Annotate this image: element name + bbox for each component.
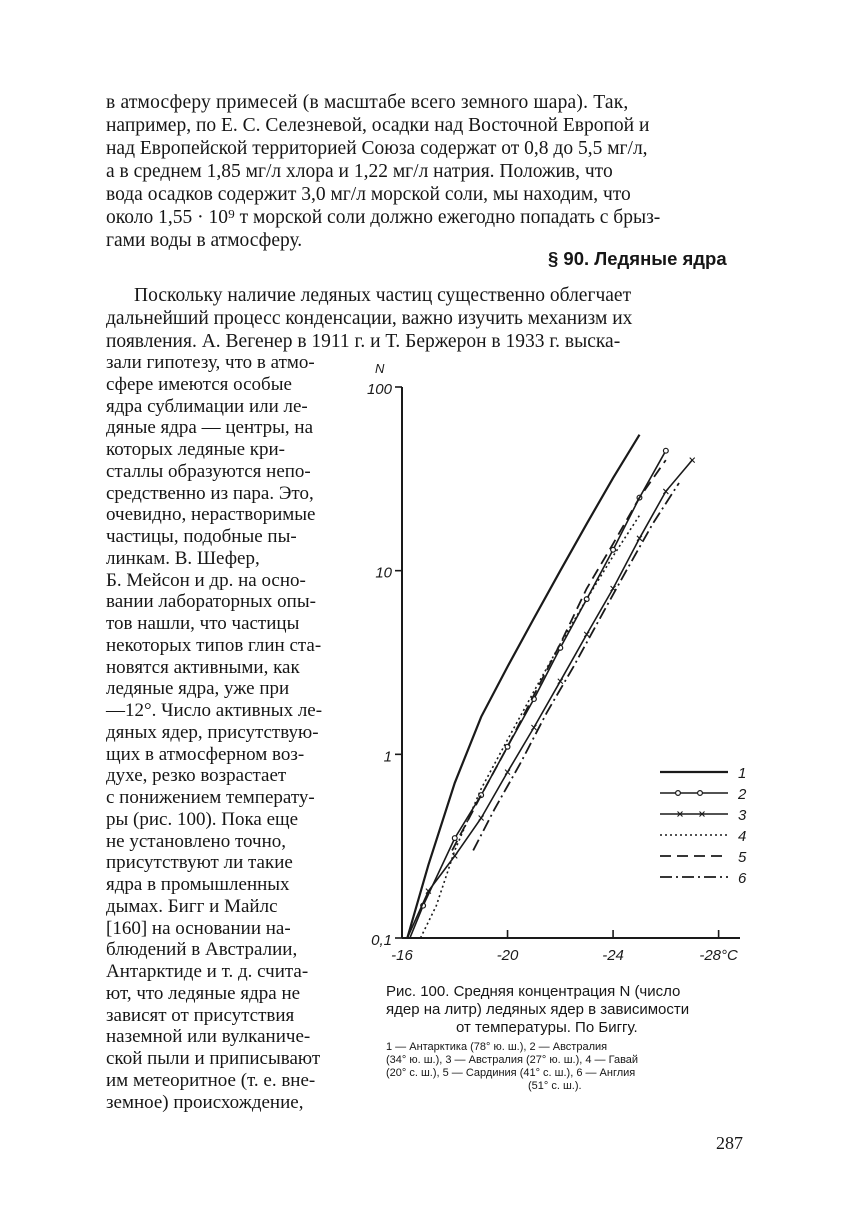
column-text-line: ядра в промышленных	[106, 874, 290, 895]
column-text-line: средственно из пара. Это,	[106, 482, 314, 504]
chart-series-layer	[407, 435, 694, 938]
figure-chart	[360, 355, 760, 975]
text-line: например, по Е. С. Селезневой, осадки над Восточной Европой и	[106, 115, 650, 136]
y-tick-label: 1	[383, 748, 392, 766]
chart-legend	[660, 765, 747, 887]
figure-caption-line: Рис. 100. Средняя концентрация N (число	[386, 983, 681, 1000]
column-text-line: с понижением температу-	[106, 787, 315, 808]
series-3-point	[531, 725, 536, 730]
y-tick-label: 0,1	[371, 932, 392, 949]
column-text-line: очевидно, нерастворимые	[106, 504, 316, 526]
column-text-line: зали гипотезу, что в атмо-	[106, 352, 315, 373]
column-text-line: ледяные ядра, уже при	[106, 678, 290, 700]
x-tick-label: -28°C	[699, 947, 738, 964]
legend-label-3: 3	[738, 807, 747, 824]
column-text-line: —12°. Число активных ле-	[106, 700, 323, 721]
column-text-line: Б. Мейсон и др. на осно-	[106, 569, 306, 591]
column-text-line: ядра сублимации или ле-	[106, 395, 308, 417]
column-text-line: зависят от присутствия	[106, 1004, 295, 1026]
series-6-line	[473, 483, 679, 850]
legend-label-6: 6	[738, 870, 747, 887]
series-2-point	[663, 448, 668, 453]
x-tick-label: -24	[602, 947, 624, 964]
figure-caption-line: ядер на литр) ледяных ядер в зависимости	[386, 1001, 690, 1018]
column-text-line: вании лабораторных опы-	[106, 591, 316, 613]
figure-legend-caption-line: (34° ю. ш.), 3 — Австралия (27° ю. ш.), 4 — Гавай	[386, 1054, 639, 1066]
text-line: появления. А. Вегенер в 1911 г. и Т. Бержерон в 1933 г. выска-	[106, 331, 621, 352]
text-line: гами воды в атмосферу.	[106, 230, 303, 251]
section-heading: § 90. Ледяные ядра	[548, 248, 727, 269]
series-3-point	[584, 632, 589, 637]
text-line: около 1,55 · 10⁹ т морской соли должно ежегодно попадать с брыз-	[106, 207, 661, 228]
column-text-line: которых ледяные кри-	[106, 439, 285, 460]
series-3-line	[407, 460, 692, 938]
y-axis-label: N	[375, 361, 385, 376]
legend-label-4: 4	[738, 828, 747, 845]
series-5-line	[452, 460, 666, 850]
legend-label-2: 2	[738, 786, 747, 803]
column-text-line: [160] на основании на-	[106, 917, 291, 939]
figure-legend-caption-line: (51° с. ш.).	[528, 1080, 582, 1092]
series-3-point	[663, 489, 668, 494]
column-text-line: земное) происхождение,	[106, 1091, 304, 1113]
legend-marker	[676, 791, 681, 796]
text-line: в атмосферу примесей (в масштабе всего земного шара). Так,	[106, 92, 629, 113]
series-3-point	[558, 679, 563, 684]
text-line: Поскольку наличие ледяных частиц существенно облегчает	[134, 285, 632, 306]
column-text-line: частицы, подобные пы-	[106, 526, 297, 547]
column-text-line: наземной или вулканиче-	[106, 1026, 311, 1048]
text-line: вода осадков содержит 3,0 мг/л морской соли, мы находим, что	[106, 184, 631, 205]
column-text-line: новятся активными, как	[106, 656, 300, 678]
series-3-point	[690, 458, 695, 463]
legend-label-1: 1	[738, 765, 747, 782]
column-text-line: щих в атмосферном воз-	[106, 743, 305, 765]
text-line: дальнейший процесс конденсации, важно изучить механизм их	[106, 308, 633, 329]
column-text-line: сфере имеются особые	[106, 373, 292, 395]
x-tick-label: -20	[496, 947, 519, 964]
legend-label-5: 5	[738, 849, 747, 866]
column-text-line: ют, что ледяные ядра не	[106, 982, 301, 1004]
series-3-point	[479, 816, 484, 821]
column-text-line: ской пыли и приписывают	[106, 1048, 321, 1069]
column-text-line: некоторых типов глин ста-	[106, 634, 322, 656]
column-text-line: духе, резко возрастает	[106, 765, 287, 787]
column-text-line: им метеоритное (т. е. вне-	[106, 1069, 316, 1091]
column-text-line: присутствуют ли такие	[106, 852, 293, 874]
series-1-line	[407, 435, 639, 938]
column-text-line: линкам. В. Шефер,	[106, 547, 260, 569]
series-3-point	[505, 770, 510, 775]
column-text-line: ры (рис. 100). Пока еще	[106, 808, 299, 830]
y-tick-label: 10	[375, 564, 392, 582]
series-4-line	[421, 515, 640, 938]
column-text-line: тов нашли, что частицы	[106, 613, 300, 634]
text-line: над Европейской территорией Союза содержат от 0,8 до 5,5 мг/л,	[106, 138, 648, 159]
x-tick-label: -16	[391, 947, 413, 964]
page-number: 287	[716, 1133, 743, 1153]
y-tick-label: 100	[366, 381, 392, 398]
figure-legend-caption-line: 1 — Антарктика (78° ю. ш.), 2 — Австралия	[386, 1041, 608, 1053]
column-text-line: не установлено точно,	[106, 830, 287, 852]
column-text-line: Антарктиде и т. д. счита-	[106, 961, 309, 982]
column-text-line: сталлы образуются непо-	[106, 460, 311, 482]
series-2-point	[452, 836, 457, 841]
column-text-line: блюдений в Австралии,	[106, 939, 298, 961]
figure-legend-caption-line: (20° с. ш.), 5 — Сардиния (41° с. ш.), 6 — Англия	[386, 1067, 636, 1079]
column-text-line: дяных ядер, присутствую-	[106, 721, 319, 743]
column-text-line: дяные ядра — центры, на	[106, 417, 314, 439]
text-line: а в среднем 1,85 мг/л хлора и 1,22 мг/л натрия. Положив, что	[106, 161, 613, 182]
figure-caption-line: от температуры. По Биггу.	[456, 1019, 638, 1036]
legend-marker	[698, 791, 703, 796]
column-text-line: дымах. Бигг и Майлс	[106, 895, 278, 917]
